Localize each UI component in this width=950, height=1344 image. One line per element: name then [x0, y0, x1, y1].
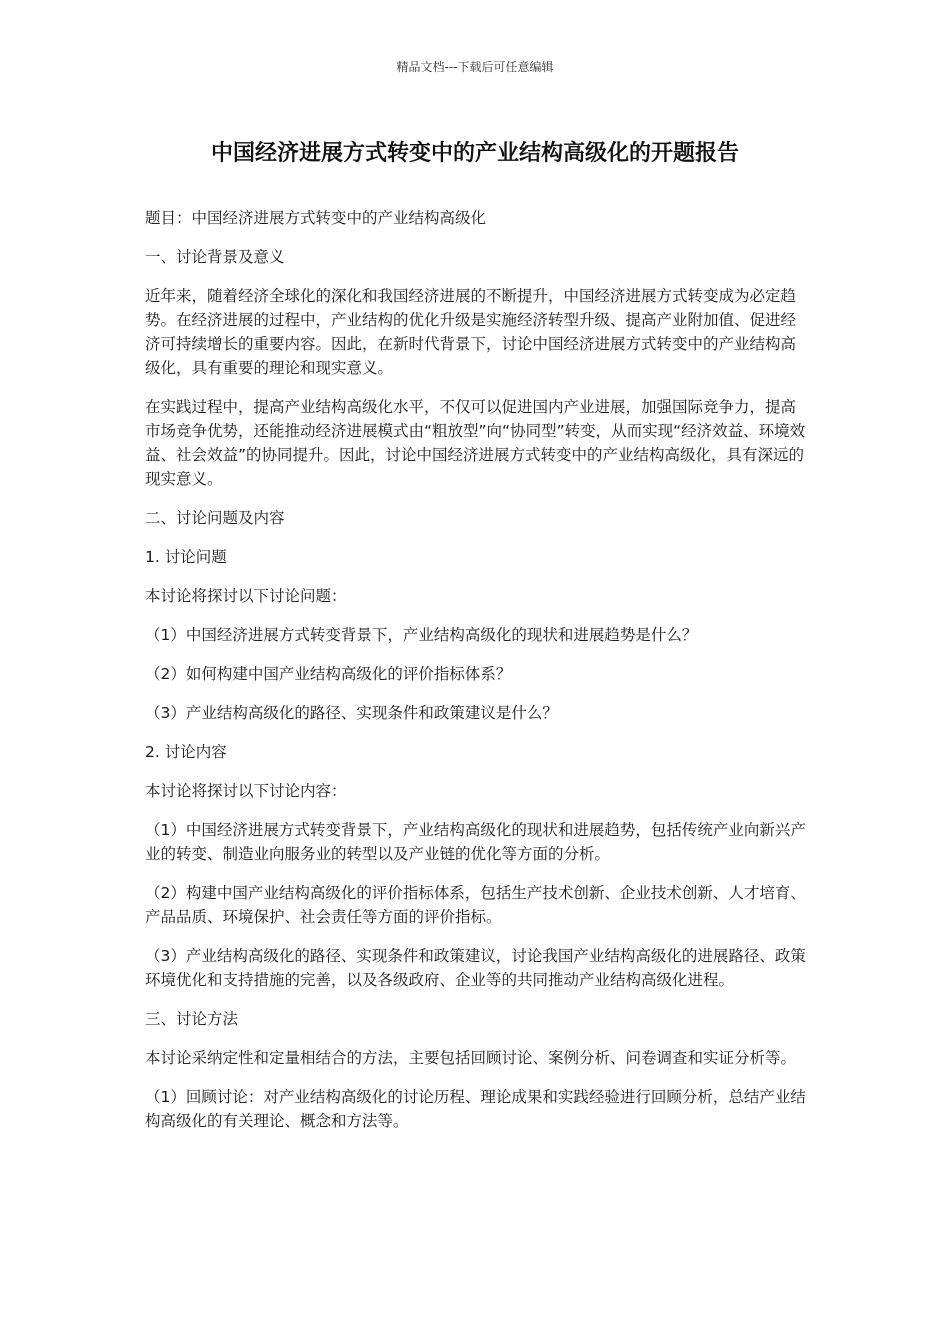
background-paragraph-2: 在实践过程中，提高产业结构高级化水平，不仅可以促进国内产业进展，加强国际竞争力，提高市场竞争优势，还能推动经济进展模式由“粗放型”向“协同型”转变，从而实现“经济效益、环境效益、社会效益”的协同提升。因此，讨论中国经济进展方式转变中的产业结构高级化，具有深远的现实意义。: [145, 398, 806, 488]
method-item: （1）回顾讨论：对产业结构高级化的讨论历程、理论成果和实践经验进行回顾分析，总结产业结构高级化的有关理论、概念和方法等。: [145, 1088, 806, 1130]
section-heading-questions: 二、讨论问题及内容: [145, 509, 285, 527]
topic-line: 题目：中国经济进展方式转变中的产业结构高级化: [145, 209, 487, 227]
methods-paragraph: 本讨论采纳定性和定量相结合的方法，主要包括回顾讨论、案例分析、问卷调查和实证分析等。: [145, 1049, 797, 1067]
questions-intro: 本讨论将探讨以下讨论问题：: [145, 587, 347, 605]
question-item: （2）如何构建中国产业结构高级化的评价指标体系？: [145, 665, 512, 683]
subheading-content: 2. 讨论内容: [145, 743, 227, 761]
header-note: 精品文档---下载后可任意编辑: [396, 60, 554, 74]
document-body: [145, 206, 810, 1148]
question-item: （1）中国经济进展方式转变背景下，产业结构高级化的现状和进展趋势是什么？: [145, 626, 698, 644]
content-item: （3）产业结构高级化的路径、实现条件和政策建议，讨论我国产业结构高级化的进展路径、政策环境优化和支持措施的完善，以及各级政府、企业等的共同推动产业结构高级化进程。: [145, 947, 806, 989]
content-intro: 本讨论将探讨以下讨论内容：: [145, 782, 347, 800]
document-title: 中国经济进展方式转变中的产业结构高级化的开题报告: [210, 141, 739, 166]
section-heading-background: 一、讨论背景及意义: [145, 248, 285, 266]
background-paragraph-1: 近年来，随着经济全球化的深化和我国经济进展的不断提升，中国经济进展方式转变成为必定趋势。在经济进展的过程中，产业结构的优化升级是实施经济转型升级、提高产业附加值、促进经济可持续增长的重要内容。因此，在新时代背景下，讨论中国经济进展方式转变中的产业结构高级化，具有重要的理论和现实意义。: [145, 287, 797, 377]
subheading-questions: 1. 讨论问题: [145, 548, 227, 566]
content-item: （1）中国经济进展方式转变背景下，产业结构高级化的现状和进展趋势，包括传统产业向新兴产业的转变、制造业向服务业的转型以及产业链的优化等方面的分析。: [145, 821, 806, 863]
content-item: （2）构建中国产业结构高级化的评价指标体系，包括生产技术创新、企业技术创新、人才培育、产品品质、环境保护、社会责任等方面的评价指标。: [145, 884, 806, 926]
section-heading-methods: 三、讨论方法: [145, 1010, 239, 1028]
question-item: （3）产业结构高级化的路径、实现条件和政策建议是什么？: [145, 704, 558, 722]
